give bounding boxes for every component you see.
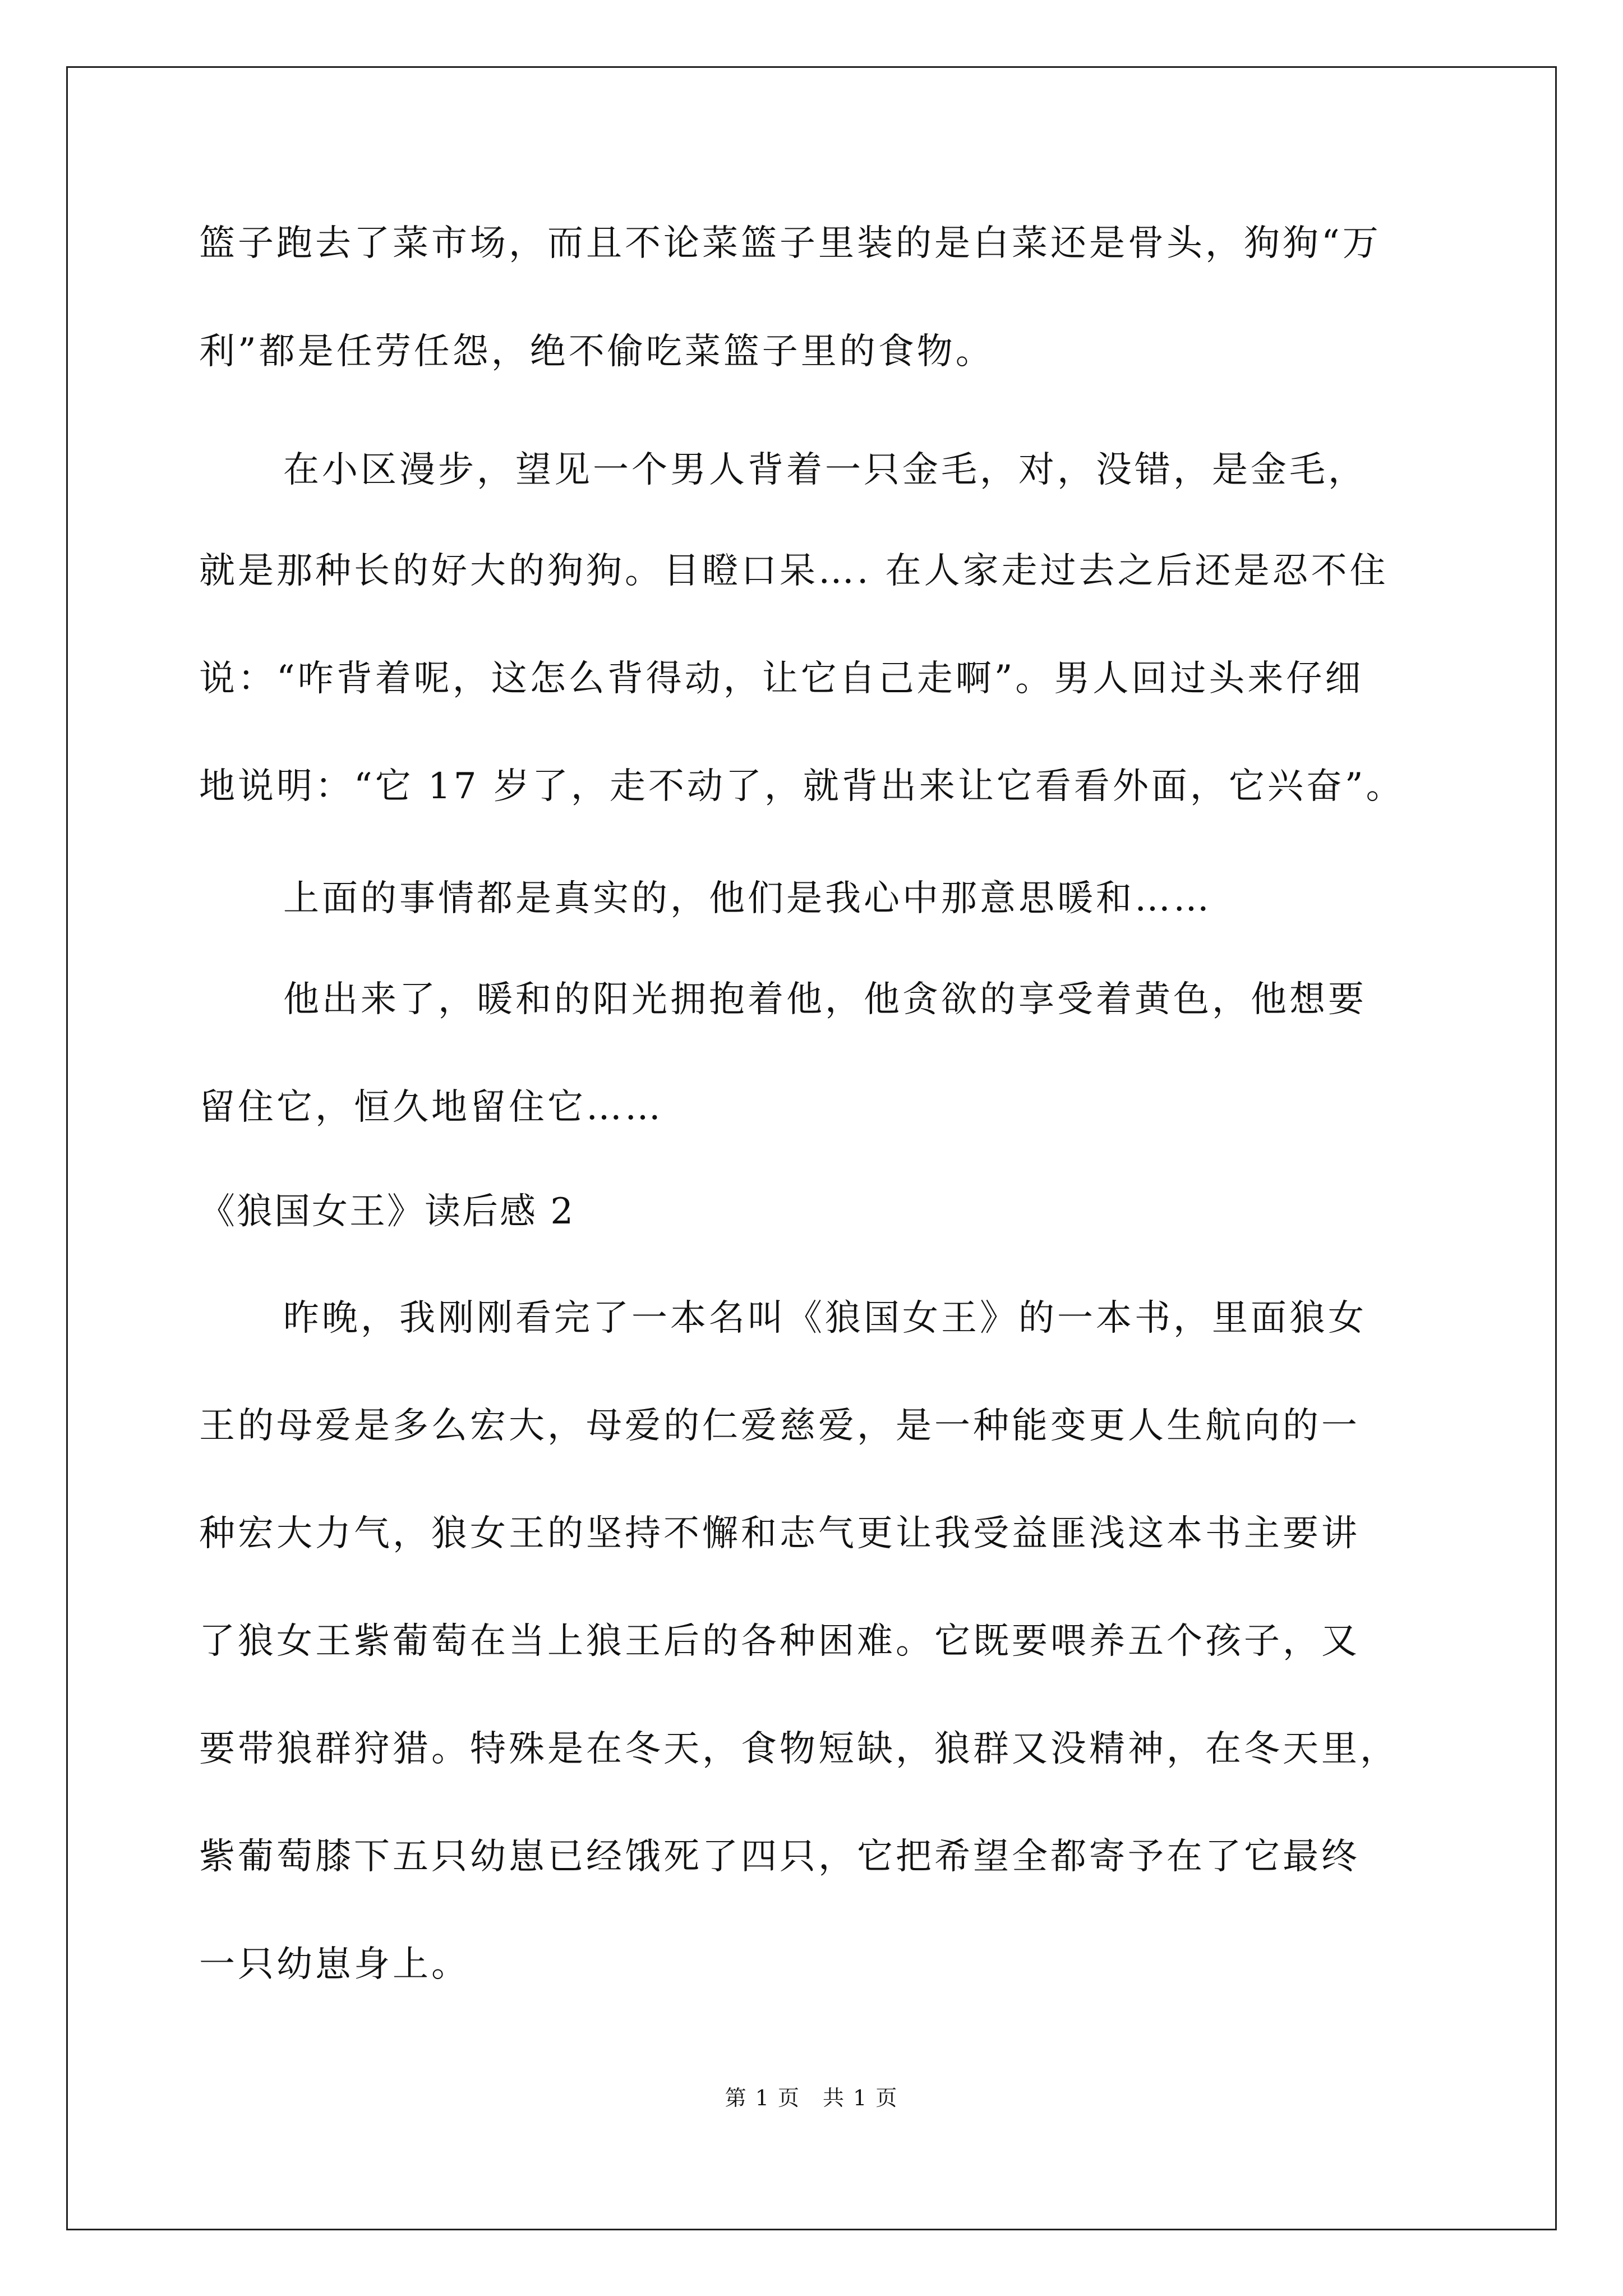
section-heading: 《狼国女王》读后感 2 bbox=[199, 1191, 575, 1232]
body-line-1: 篮子跑去了菜市场，而且不论菜篮子里装的是白菜还是骨头，狗狗“万 bbox=[199, 223, 1381, 264]
body-line-3: 在小区漫步，望见一个男人背着一只金毛，对，没错，是金毛， bbox=[283, 449, 1367, 491]
body-line-5: 说：“咋背着呢，这怎么背得动，让它自己走啊”。男人回过头来仔细 bbox=[199, 658, 1364, 700]
body-line-8: 他出来了，暖和的阳光拥抱着他，他贪欲的享受着黄色，他想要 bbox=[283, 979, 1367, 1020]
body-line-2: 利”都是任劳任怨，绝不偷吃菜篮子里的食物。 bbox=[199, 331, 994, 372]
body-line-9: 留住它，恒久地留住它…… bbox=[199, 1087, 663, 1128]
body-line-6: 地说明：“它 17 岁了，走不动了，就背出来让它看看外面，它兴奋”。 bbox=[199, 766, 1405, 807]
body-line-7: 上面的事情都是真实的，他们是我心中那意思暖和…… bbox=[283, 878, 1212, 919]
page-footer: 第 1 页 共 1 页 bbox=[725, 2086, 898, 2110]
body-line-4: 就是那种长的好大的狗狗。目瞪口呆…. 在人家走过去之后还是忍不住 bbox=[199, 550, 1389, 592]
body-line-11: 王的母爱是多么宏大，母爱的仁爱慈爱，是一种能变更人生航向的一 bbox=[199, 1405, 1360, 1447]
page-border bbox=[66, 66, 1557, 2230]
body-line-16: 一只幼崽身上。 bbox=[199, 1944, 470, 1985]
body-line-10: 昨晚，我刚刚看完了一本名叫《狼国女王》的一本书，里面狼女 bbox=[283, 1297, 1367, 1339]
body-line-14: 要带狼群狩猎。特殊是在冬天，食物短缺，狼群又没精神，在冬天里， bbox=[199, 1728, 1399, 1770]
body-line-13: 了狼女王紫葡萄在当上狼王后的各种困难。它既要喂养五个孩子，又 bbox=[199, 1621, 1360, 1662]
body-line-15: 紫葡萄膝下五只幼崽已经饿死了四只，它把希望全都寄予在了它最终 bbox=[199, 1836, 1360, 1878]
body-line-12: 种宏大力气，狼女王的坚持不懈和志气更让我受益匪浅这本书主要讲 bbox=[199, 1513, 1360, 1554]
